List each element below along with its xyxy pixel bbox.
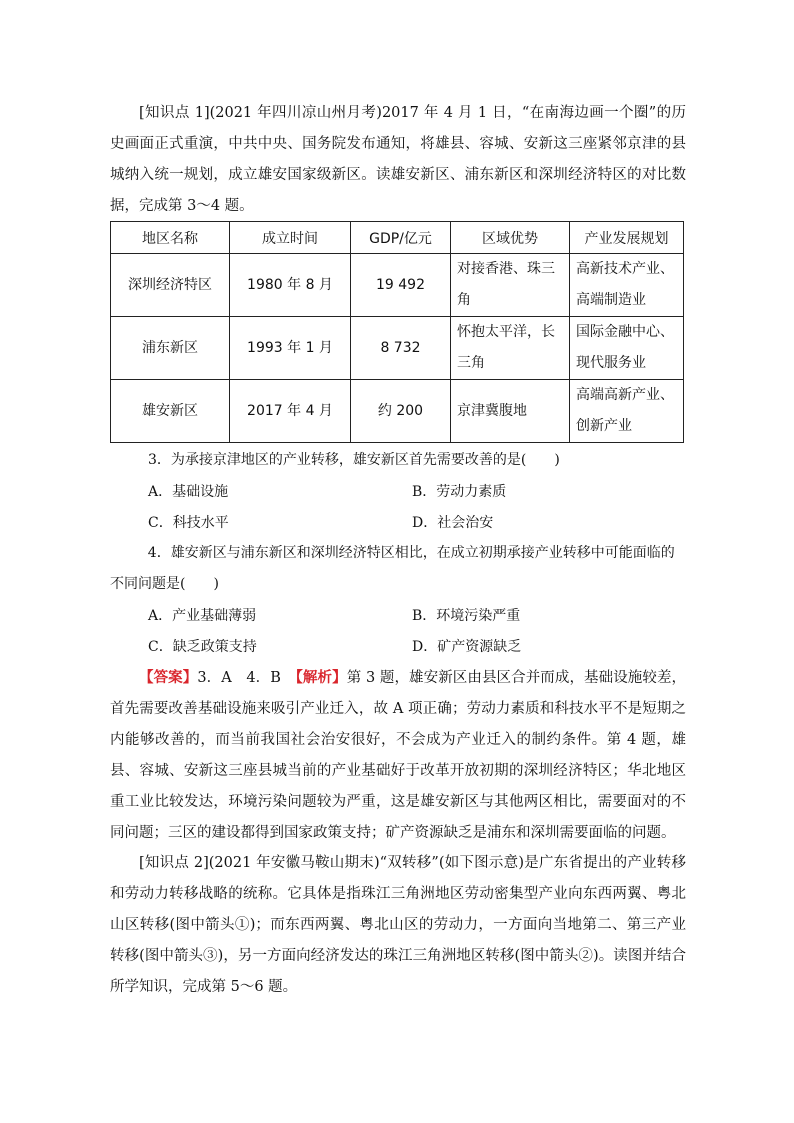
table-cell: 深圳经济特区: [111, 254, 230, 317]
table-cell: 约 200: [351, 380, 451, 443]
question-3-option-c[interactable]: C．科技水平: [148, 515, 229, 531]
table-cell: 高新技术产业、高端制造业: [570, 254, 684, 317]
question-4-option-d[interactable]: D．矿产资源缺乏: [412, 639, 522, 655]
table-header-cell: 产业发展规划: [570, 222, 684, 254]
table-header-row: [111, 222, 684, 254]
table-cell: 怀抱太平洋，长三角: [451, 317, 570, 380]
table-cell: 8 732: [351, 317, 451, 380]
question-3-option-d[interactable]: D．社会治安: [412, 515, 494, 531]
answer-paragraph: [110, 662, 686, 849]
question-3-option-a[interactable]: A．基础设施: [148, 484, 229, 500]
answer-tag: 【答案】: [139, 669, 198, 686]
table-cell: 1993 年 1 月: [230, 317, 351, 380]
intro-paragraph-1: [知识点 1](2021 年四川凉山州月考)2017 年 4 月 1 日，“在南海边画一个圈”的历史画面正式重演，中共中央、国务院发布通知，将雄县、容城、安新这三座紧邻京津的县城纳入统一规划，成立雄安国家级新区。读雄安新区、浦东新区和深圳经济特区的对比数据，完成第 3～4 题。: [110, 105, 686, 214]
table-row: [111, 317, 684, 380]
table-cell: 浦东新区: [111, 317, 230, 380]
question-4-stem: 4．雄安新区与浦东新区和深圳经济特区相比，在成立初期承接产业转移中可能面临的不同问题是( ): [110, 545, 675, 592]
table-header-cell: 成立时间: [230, 222, 351, 254]
analysis-text: 第 3 题，雄安新区由县区合并而成，基础设施较差，首先需要改善基础设施来吸引产业迁入，故 A 项正确；劳动力素质和科技水平不是短期之内能够改善的，而当前我国社会治安很好，不会成为产业迁入的制约条件。第 4 题，雄县、容城、安新这三座县城当前的产业基础好于改革开放初期的深圳经济特区；华北地区重工业比较发达，环境污染问题较为严重，这是雄安新区与其他两区相比，需要面对的不同问题；三区的建设都得到国家政策支持；矿产资源缺乏是浦东和深圳需要面临的问题。: [110, 670, 687, 841]
answer-key: 3．A 4．B: [197, 670, 296, 686]
table-header-cell: GDP/亿元: [351, 222, 451, 254]
table-header-cell: 地区名称: [111, 222, 230, 254]
table-cell: 高端高新产业、创新产业: [570, 380, 684, 443]
question-3-option-b[interactable]: B．劳动力素质: [412, 484, 507, 500]
table-cell: 京津冀腹地: [451, 380, 570, 443]
table-cell: 国际金融中心、现代服务业: [570, 317, 684, 380]
comparison-table: [110, 221, 684, 443]
table-cell: 对接香港、珠三角: [451, 254, 570, 317]
question-4-option-a[interactable]: A．产业基础薄弱: [148, 608, 257, 624]
question-3-stem: 3．为承接京津地区的产业转移，雄安新区首先需要改善的是( ): [148, 452, 560, 468]
table-cell: 雄安新区: [111, 380, 230, 443]
table-row: [111, 380, 684, 443]
analysis-tag: 【解析】: [295, 669, 347, 686]
table-header-cell: 区域优势: [451, 222, 570, 254]
table-row: [111, 254, 684, 317]
intro-paragraph-2: [知识点 2](2021 年安徽马鞍山期末)“双转移”(如下图示意)是广东省提出的产业转移和劳动力转移战略的统称。它具体是指珠江三角洲地区劳动密集型产业向东西两翼、粤北山区转移(图中箭头①)；而东西两翼、粤北山区的劳动力，一方面向当地第二、第三产业转移(图中箭头③)，另一方面向经济发达的珠江三角洲地区转移(图中箭头②)。读图并结合所学知识，完成第 5～6 题。: [110, 855, 686, 995]
table-cell: 2017 年 4 月: [230, 380, 351, 443]
question-4-option-b[interactable]: B．环境污染严重: [412, 608, 521, 624]
question-4-option-c[interactable]: C．缺乏政策支持: [148, 639, 257, 655]
table-cell: 1980 年 8 月: [230, 254, 351, 317]
table-cell: 19 492: [351, 254, 451, 317]
